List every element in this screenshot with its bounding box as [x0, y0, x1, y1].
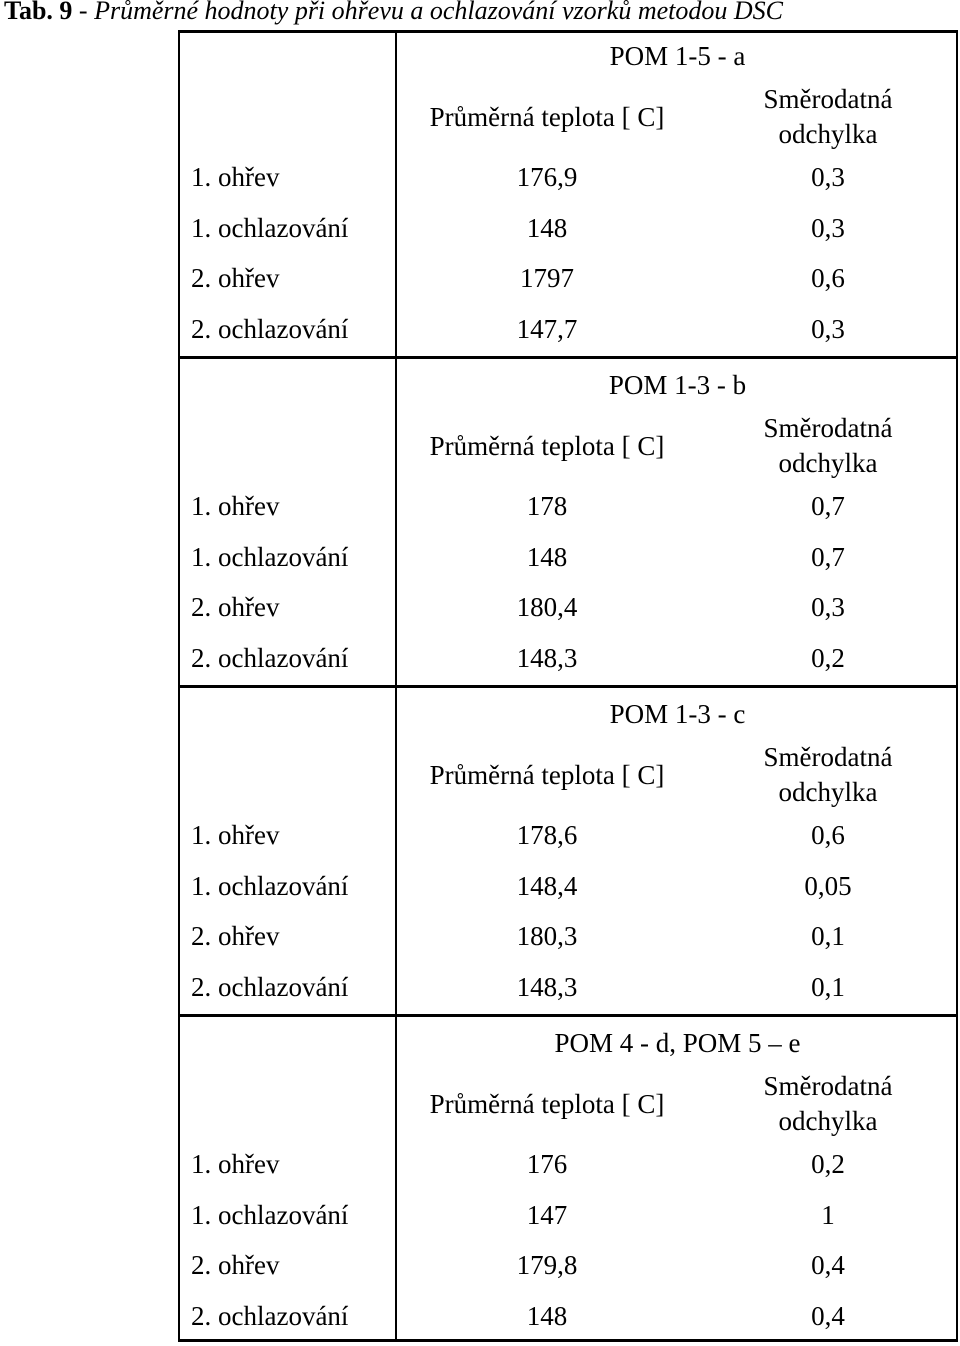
row-sd: 0,3 [811, 162, 845, 192]
row-label: 1. ohřev [191, 820, 280, 850]
row-label: 2. ohřev [191, 1250, 280, 1280]
row-mean: 148,4 [516, 871, 578, 901]
group-header: POM 4 - d, POM 5 – e [554, 1028, 801, 1058]
row-label: 2. ohřev [191, 592, 280, 622]
row-label: 1. ochlazování [191, 542, 349, 572]
row-sd: 0,6 [811, 820, 845, 850]
row-sd: 0,1 [811, 972, 845, 1002]
col-header-mean: Průměrná teplota [ C] [429, 431, 665, 461]
row-label: 2. ochlazování [191, 643, 349, 673]
row-sd: 0,05 [804, 871, 852, 901]
column-divider [395, 359, 397, 688]
row-label: 2. ochlazování [191, 314, 349, 344]
row-mean: 148,3 [516, 643, 578, 673]
row-mean: 147 [526, 1200, 568, 1230]
row-label: 2. ochlazování [191, 1301, 349, 1331]
row-mean: 1797 [520, 263, 574, 293]
col-header-mean: Průměrná teplota [ C] [429, 1089, 665, 1119]
row-mean: 148 [526, 542, 568, 572]
table-block-b [178, 359, 958, 688]
table-block-c [178, 688, 958, 1017]
row-label: 2. ohřev [191, 921, 280, 951]
row-sd: 0,2 [811, 643, 845, 673]
row-mean: 148 [526, 1301, 568, 1331]
row-label: 1. ochlazování [191, 1200, 349, 1230]
row-mean: 180,3 [516, 921, 578, 951]
row-sd: 0,3 [811, 213, 845, 243]
col-header-sd-line2: odchylka [778, 1106, 878, 1136]
col-header-mean: Průměrná teplota [ C] [429, 760, 665, 790]
table-block-a [178, 30, 958, 359]
column-divider [395, 30, 397, 359]
group-header: POM 1-3 - b [608, 370, 747, 400]
row-mean: 176,9 [516, 162, 578, 192]
row-mean: 178,6 [516, 820, 578, 850]
col-header-mean: Průměrná teplota [ C] [429, 102, 665, 132]
col-header-sd-line2: odchylka [778, 448, 878, 478]
col-header-sd-line2: odchylka [778, 119, 878, 149]
row-mean: 148,3 [516, 972, 578, 1002]
row-sd: 0,6 [811, 263, 845, 293]
row-sd: 0,4 [811, 1250, 845, 1280]
row-label: 1. ochlazování [191, 871, 349, 901]
row-label: 2. ochlazování [191, 972, 349, 1002]
row-label: 1. ohřev [191, 1149, 280, 1179]
row-sd: 0,2 [811, 1149, 845, 1179]
col-header-sd-line1: Směrodatná [763, 413, 893, 443]
caption-number: Tab. 9 [4, 0, 73, 25]
row-sd: 0,4 [811, 1301, 845, 1331]
col-header-sd-line1: Směrodatná [763, 1071, 893, 1101]
row-mean: 178 [526, 491, 568, 521]
table-caption [4, 0, 783, 28]
table-block-d-e [178, 1017, 958, 1342]
row-label: 1. ohřev [191, 162, 280, 192]
group-header: POM 1-5 - a [609, 41, 746, 71]
column-divider [395, 688, 397, 1017]
row-mean: 180,4 [516, 592, 578, 622]
row-sd: 0,3 [811, 314, 845, 344]
row-sd: 1 [821, 1200, 835, 1230]
row-mean: 179,8 [516, 1250, 578, 1280]
row-sd: 0,3 [811, 592, 845, 622]
row-label: 1. ochlazování [191, 213, 349, 243]
row-mean: 148 [526, 213, 568, 243]
row-sd: 0,7 [811, 542, 845, 572]
row-label: 1. ohřev [191, 491, 280, 521]
group-header: POM 1-3 - c [609, 699, 746, 729]
col-header-sd-line1: Směrodatná [763, 84, 893, 114]
row-sd: 0,7 [811, 491, 845, 521]
row-mean: 147,7 [516, 314, 578, 344]
row-mean: 176 [526, 1149, 568, 1179]
caption-text: - Průměrné hodnoty při ohřevu a ochlazování vzorků metodou DSC [72, 0, 783, 25]
row-label: 2. ohřev [191, 263, 280, 293]
col-header-sd-line2: odchylka [778, 777, 878, 807]
row-sd: 0,1 [811, 921, 845, 951]
col-header-sd-line1: Směrodatná [763, 742, 893, 772]
